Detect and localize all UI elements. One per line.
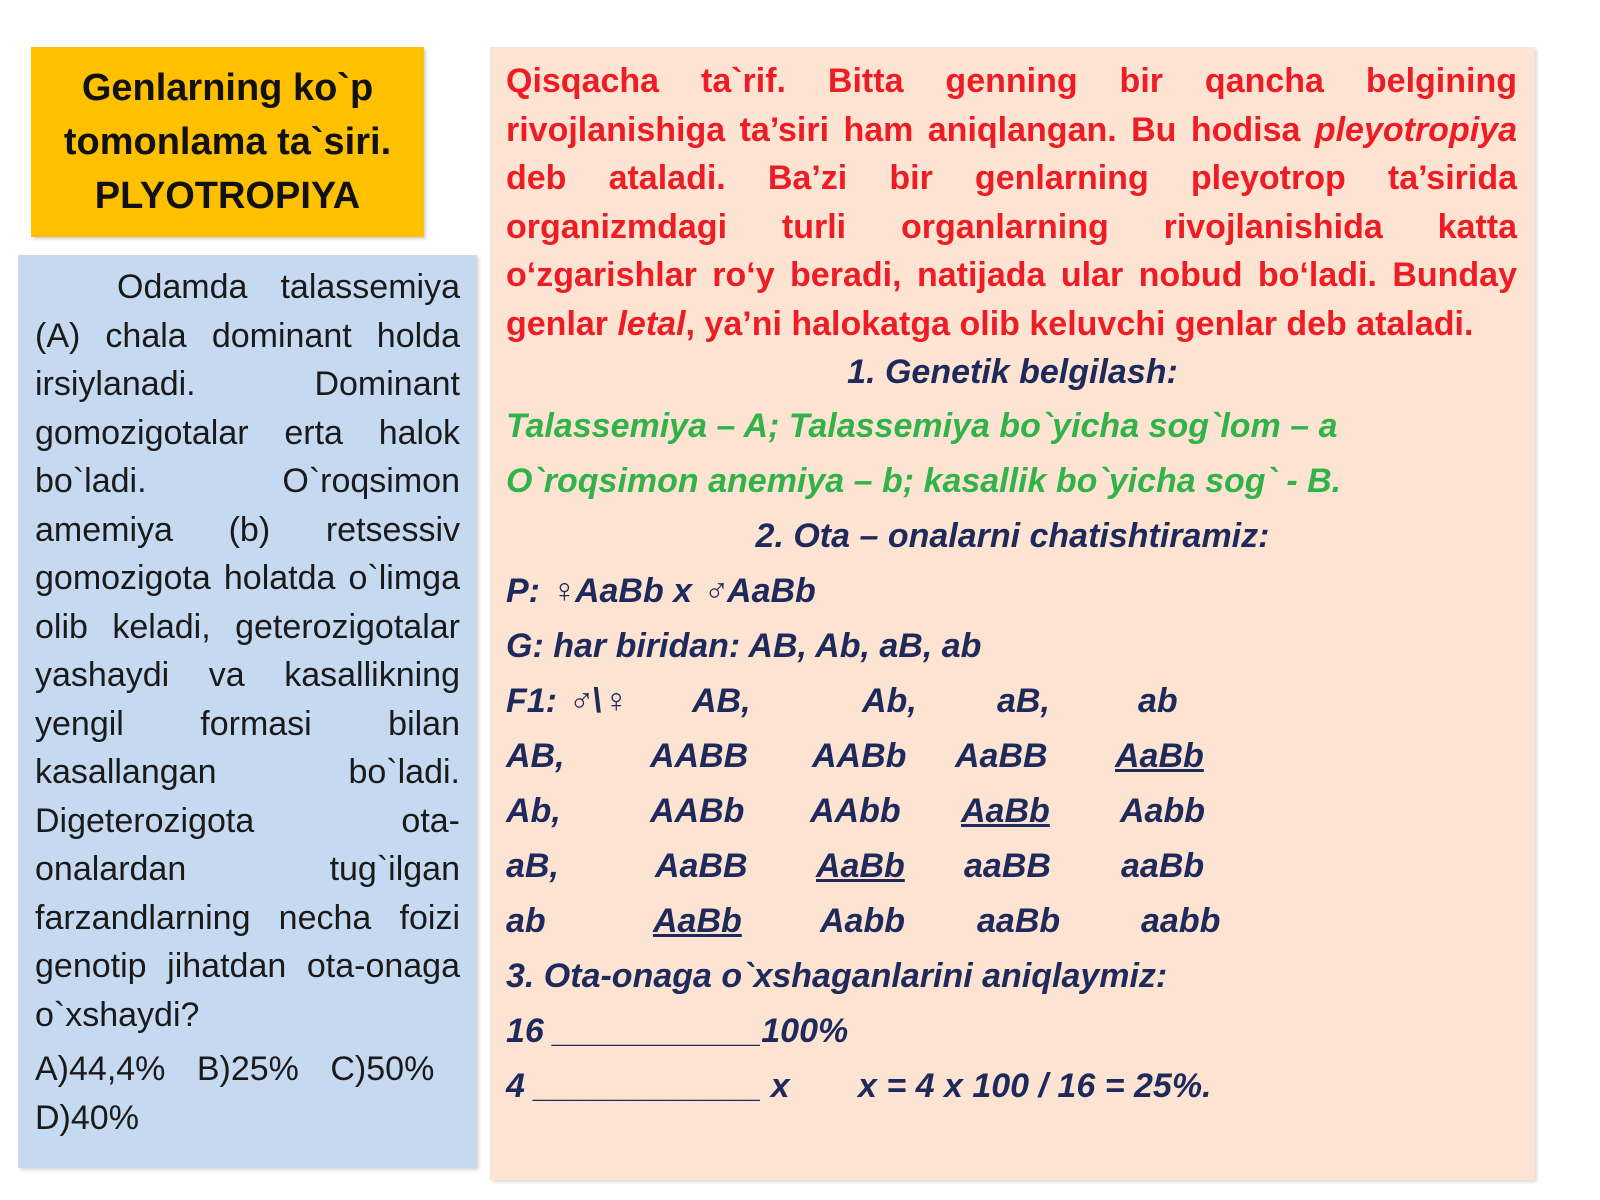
punnett-cell: Aabb [820,902,905,940]
header-gamete: Ab, [862,682,917,720]
answer-options [35,1045,460,1142]
problem-text: Odamda talassemiya (A) chala dominant holda irsiylanadi. Dominant gomozigotalar erta halok bo`ladi. O`roqsimon amemiya (b) retsessiv gomozigota holatda o`limga olib keladi, geterozigotalar yashaydi va kasallikning yengil formasi bilan kasallangan bo`ladi. Digeterozigota ota-onalardan tug`ilgan farzandlarning necha foizi genotip jihatdan ota-onaga o`xshaydi? [35,268,460,1034]
slide-title [31,47,424,237]
intro-text-3: , ya’ni halokatga olib keluvchi genlar deb ataladi. [685,304,1474,343]
intro-text-1: Qisqacha ta`rif. Bitta genning bir qancha belgining rivojlanishiga ta’siri ham aniqlangan. Bu hodisa [506,62,1517,149]
parents-cross: P: ♀AaBb x ♂AaBb [506,572,816,610]
intro-paragraph [506,57,1517,349]
punnett-cell: AaBb [1115,737,1204,775]
row-gamete: ab [506,902,546,940]
punnett-cell: aaBb [977,902,1061,940]
header-gamete: AB, [692,682,751,720]
punnett-cell: AABB [650,737,749,775]
intro-term-letal: letal [617,304,686,343]
punnett-cell: aabb [1141,902,1221,940]
intro-term-pleyotropiya: pleyotropiya [1314,110,1517,149]
option-a: A)44,4% [35,1050,166,1088]
gametes-line: G: har biridan: AB, Ab, aB, ab [506,627,982,665]
gene-notation-2: O`roqsimon anemiya – b; kasallik bo`yicha sog` - B. [506,462,1342,500]
gene-notation-1: Talassemiya – A; Talassemiya bo`yicha sog`lom – a [506,407,1338,445]
calculation-result: x = 4 x 100 / 16 = 25%. [858,1067,1212,1105]
title-line-3: PLYOTROPIYA [94,175,361,217]
punnett-cell: AABb [650,792,745,830]
title-line-2: tomonlama ta`siri. [63,121,392,163]
row-gamete: AB, [506,737,565,775]
punnett-cell: AABb [812,737,907,775]
punnett-cell: AaBb [816,847,905,885]
f1-label: F1: ♂\♀ [506,682,627,720]
intro-text-2: deb ataladi. Ba’zi bir genlarning pleyotrop ta’sirida organizmdagi turli organlarning rivojlanishida katta o‘zgarishlar ro‘y beradi, natijada ular nobud bo‘ladi. Bunday genlar [506,159,1517,343]
punnett-cell: AaBB [955,737,1048,775]
problem-panel [18,255,477,1168]
option-c: C)50% [330,1050,435,1088]
option-d: D)40% [35,1098,139,1137]
proportion-line-2: 4 ____________ x [506,1067,790,1105]
step-3-heading: 3. Ota-onaga o`xshaganlarini aniqlaymiz: [506,957,1168,995]
option-b: B)25% [196,1050,299,1088]
title-line-1: Genlarning ko`p [81,67,374,109]
punnett-cell: AAbb [810,792,901,830]
header-gamete: ab [1138,682,1178,720]
step-2-heading: 2. Ota – onalarni chatishtiramiz: [755,517,1270,555]
proportion-line-1: 16 ___________100% [506,1012,849,1050]
punnett-cell: aaBB [964,847,1051,885]
punnett-cell: AaBB [655,847,748,885]
step-1-heading: 1. Genetik belgilash: [847,353,1178,391]
row-gamete: aB, [506,847,559,885]
solution-panel [490,47,1535,1180]
header-gamete: aB, [997,682,1050,720]
punnett-cell: AaBb [961,792,1050,830]
row-gamete: Ab, [506,792,561,830]
punnett-cell: Aabb [1120,792,1205,830]
punnett-cell: aaBb [1121,847,1205,885]
punnett-cell: AaBb [653,902,742,940]
